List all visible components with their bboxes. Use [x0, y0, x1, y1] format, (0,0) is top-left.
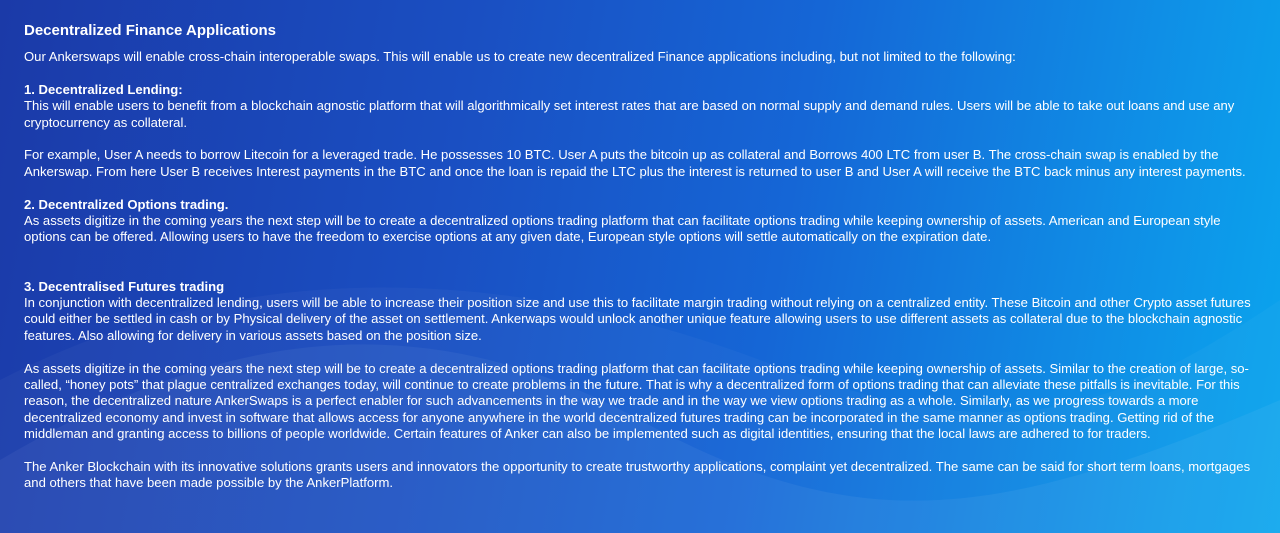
- section-paragraph: In conjunction with decentralized lending, users will be able to increase their position size and use this to facilitate margin trading without relying on a centralized entity. These Bitcoin and other Crypto asset futures could either be settled in cash or by Physical delivery of the asset on settlement. Ankerwaps would unlock another unique feature allowing users to use different assets as collateral due to the blockchain agnostic features. Also allowing for delivery in various assets based on the position size.: [24, 295, 1251, 343]
- section-heading: 1. Decentralized Lending:: [24, 81, 183, 97]
- section-options: [24, 197, 1260, 246]
- article: [24, 22, 1260, 492]
- section-heading: 3. Decentralised Futures trading: [24, 278, 225, 294]
- section-heading: 2. Decentralized Options trading.: [24, 196, 229, 212]
- section-lending: [24, 82, 1260, 180]
- section-paragraph: The Anker Blockchain with its innovative solutions grants users and innovators the opportunity to create trustworthy applications, complaint yet decentralized. The same can be said for short term loans, mortgages and others that have been made possible by the AnkerPlatform.: [24, 459, 1251, 491]
- intro-paragraph: Our Ankerswaps will enable cross-chain interoperable swaps. This will enable us to create new decentralized Finance applications including, but not limited to the following:: [24, 49, 1016, 64]
- section-paragraph: As assets digitize in the coming years the next step will be to create a decentralized options trading platform that can facilitate options trading while keeping ownership of assets. American and European style options can be offered. Allowing users to have the freedom to exercise options at any given date, European style options will settle automatically on the expiration date.: [24, 213, 1221, 245]
- section-paragraph: As assets digitize in the coming years the next step will be to create a decentralized options trading platform that can facilitate options trading while keeping ownership of assets. Similar to the creation of large, so-called, “honey pots” that plague centralized exchanges today, will continue to create problems in the future. That is why a decentralized form of options trading that can alleviate these pitfalls is inevitable. For this reason, the decentralized nature AnkerSwaps is a perfect enabler for such advancements in the way we trade and in the way we view options trading as a whole. Similarly, as we progress towards a more decentralized economy and invest in software that allows access for anyone anywhere in the world decentralized futures trading can be incorporated in the same manner as options trading. Getting rid of the middleman and granting access to billions of people worldwide. Certain features of Anker can also be implemented such as digital identities, ensuring that the local laws are adhered to for traders.: [24, 360, 1249, 442]
- section-futures: [24, 279, 1260, 492]
- section-paragraph: For example, User A needs to borrow Litecoin for a leveraged trade. He possesses 10 BTC. User A puts the bitcoin up as collateral and Borrows 400 LTC from user B. The cross-chain swap is enabled by the Ankerswap. From here User B receives Interest payments in the BTC and once the loan is repaid the LTC plus the interest is returned to user B and User A will receive the BTC back minus any interest payments.: [24, 147, 1246, 179]
- page-title: Decentralized Finance Applications: [24, 22, 277, 39]
- section-paragraph: This will enable users to benefit from a blockchain agnostic platform that will algorithmically set interest rates that are based on normal supply and demand rules. Users will be able to take out loans and use any cryptocurrency as collateral.: [24, 98, 1235, 130]
